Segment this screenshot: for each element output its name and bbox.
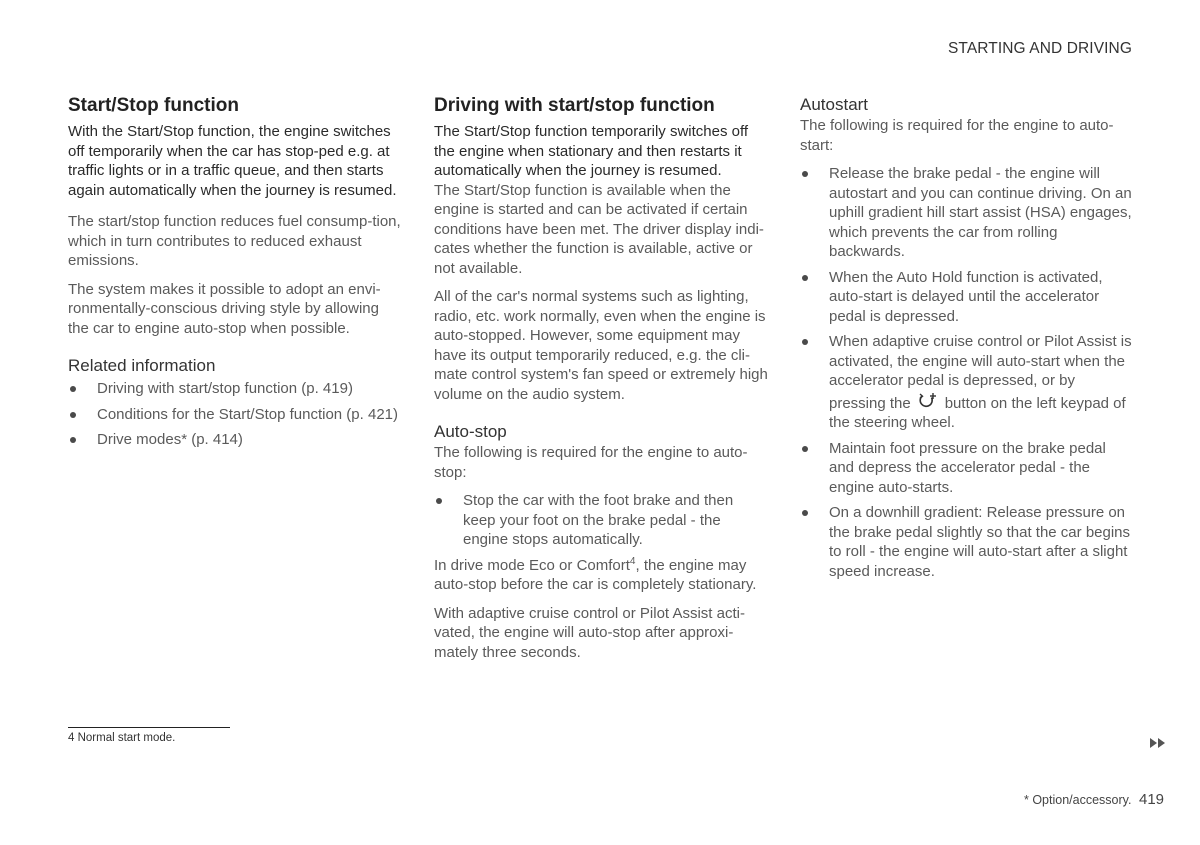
list-item: Release the brake pedal - the engine will autostart and you can continue driving. On an uphill gradient hill start assist (HSA) engages, which prevents the car from rolling backwards.: [800, 164, 1135, 262]
heading-related-information: Related information: [68, 356, 216, 375]
autostart-intro: The following is required for the engine to auto-start:: [800, 117, 1114, 154]
intro-paragraph: The Start/Stop function temporarily switches off the engine when stationary and then restarts it automatically when the journey is resumed.: [434, 123, 749, 179]
list-item: Stop the car with the foot brake and then keep your foot on the brake pedal - the engine stops automatically.: [434, 491, 769, 550]
bullet-icon: [802, 275, 808, 281]
heading-auto-stop: Auto-stop: [434, 422, 507, 441]
autostart-list: [800, 164, 1135, 581]
list-item: On a downhill gradient: Release pressure on the brake pedal slightly so that the car begins to roll - the engine will auto-start after a slight speed increase.: [800, 503, 1135, 581]
section-title: STARTING AND DRIVING: [947, 40, 1132, 57]
column-driving-with-start-stop: [434, 94, 769, 671]
option-accessory-note: * Option/accessory.: [1024, 793, 1132, 807]
heading-start-stop-function: Start/Stop function: [68, 95, 239, 116]
related-link[interactable]: Drive modes* (p. 414): [68, 430, 403, 450]
related-link[interactable]: Conditions for the Start/Stop function (p. 421): [68, 405, 403, 425]
column-start-stop-function: [68, 94, 403, 456]
list-item: When the Auto Hold function is activated, auto-start is delayed until the accelerator pedal is depressed.: [800, 268, 1135, 327]
bullet-icon: [802, 171, 808, 177]
footnote-divider: [68, 727, 230, 728]
intro-paragraph: With the Start/Stop function, the engine switches off temporarily when the car has stop-ped e.g. at traffic lights or in a traffic queue, and then starts again automatically when the journey is resumed.: [68, 123, 397, 199]
related-link[interactable]: Driving with start/stop function (p. 419): [68, 379, 403, 399]
start-stop-icon: [917, 391, 939, 411]
heading-autostart: Autostart: [800, 95, 869, 114]
bullet-icon: [70, 412, 76, 418]
column-autostart: [800, 94, 1135, 587]
footnote: 4 Normal start mode.: [68, 732, 176, 744]
auto-stop-intro: The following is required for the engine to auto-stop:: [434, 444, 748, 481]
continue-arrows-icon[interactable]: [1148, 736, 1168, 748]
related-links-list: [68, 379, 403, 450]
auto-stop-list: [434, 491, 769, 550]
bullet-icon: [802, 510, 808, 516]
bullet-icon: [436, 498, 442, 504]
paragraph-fuel: The start/stop function reduces fuel consump-tion, which in turn contributes to reduced exhaust emissions.: [68, 213, 401, 269]
list-item: Maintain foot pressure on the brake pedal and depress the accelerator pedal - the engine auto-starts.: [800, 439, 1135, 498]
footnote-marker: 4: [629, 555, 636, 567]
paragraph-adaptive-cruise: With adaptive cruise control or Pilot Assist acti-vated, the engine will auto-stop after approxi-mately three seconds.: [434, 604, 745, 661]
paragraph-availability: The Start/Stop function is available when the engine is started and can be activated if certain conditions have been met. The driver display indi-cates whether the function is available, active or not available.: [434, 181, 764, 277]
paragraph-normal-systems: All of the car's normal systems such as lighting, radio, etc. work normally, even when the engine is auto-stopped. However, some equipment may have its output temporarily reduced, e.g. the cli-mate control system's fan speed or extremely high volume on the audio system.: [434, 288, 768, 403]
page-number: 419: [1139, 791, 1165, 808]
bullet-icon: [70, 437, 76, 443]
heading-driving-with-start-stop: Driving with start/stop function: [434, 95, 715, 116]
paragraph-driving-style: The system makes it possible to adopt an envi-ronmentally-conscious driving style by allowing the car to engine auto-stop when possible.: [68, 280, 381, 337]
list-item: When adaptive cruise control or Pilot Assist is activated, the engine will auto-start when the accelerator pedal is depressed, or by pressing the button on the left keypad of the steering wheel.: [800, 332, 1135, 433]
paragraph-drive-mode: In drive mode Eco or Comfort$^4$, the engine may auto-stop before the car is completely stationary.: [434, 555, 757, 593]
bullet-icon: [70, 386, 76, 392]
bullet-icon: [802, 446, 808, 452]
bullet-icon: [802, 339, 808, 345]
